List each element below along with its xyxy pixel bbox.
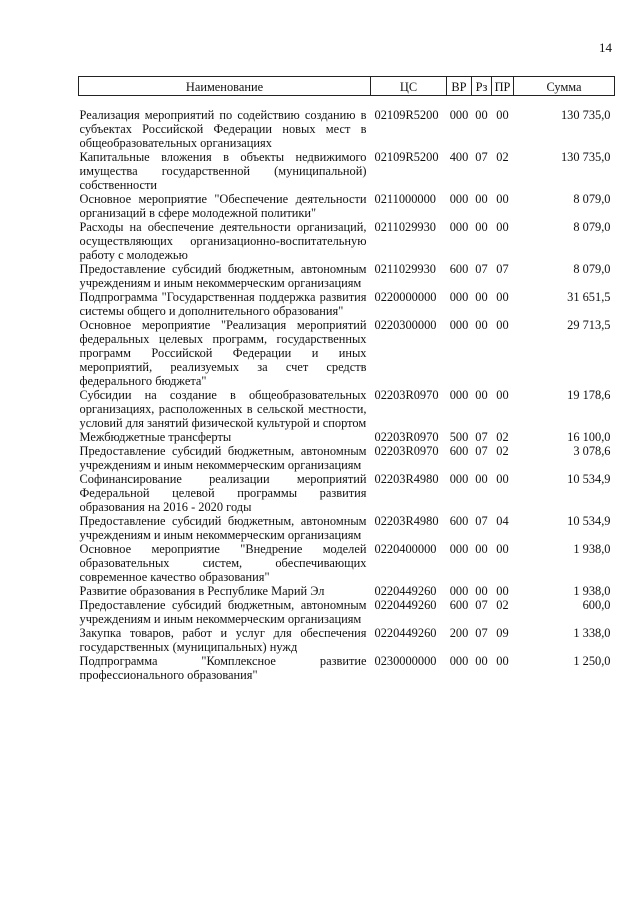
cell-sum: 1 250,0 [573,654,611,668]
cell-sum: 10 534,9 [567,514,611,528]
table-row [79,192,615,220]
cell-sum: 8 079,0 [573,262,611,276]
cell-cs: 0220449260 [374,598,437,612]
cell-rz: 07 [475,150,488,164]
cell-sum: 130 735,0 [560,108,611,122]
cell-cs: 0220000000 [374,290,437,304]
cell-cs: 02203R0970 [374,444,439,458]
cell-pr: 00 [496,108,509,122]
table-row [79,150,615,192]
cell-cs: 02203R0970 [374,430,439,444]
cell-vr: 600 [449,598,469,612]
cell-sum: 16 100,0 [567,430,611,444]
cell-vr: 500 [449,430,469,444]
cell-vr: 000 [449,318,469,332]
column-header-cs: ЦС [371,77,447,96]
cell-name: Межбюджетные трансферты [79,430,232,444]
cell-sum: 8 079,0 [573,192,611,206]
cell-rz: 07 [475,626,488,640]
table-row [79,584,615,598]
cell-rz: 07 [475,262,488,276]
cell-pr: 00 [496,654,509,668]
cell-pr: 02 [496,598,509,612]
cell-sum: 3 078,6 [573,444,611,458]
cell-cs: 0220400000 [374,542,437,556]
table-row [79,444,615,472]
budget-table [78,76,615,682]
table-row [79,654,615,682]
cell-pr: 02 [496,150,509,164]
cell-cs: 02203R4980 [374,514,439,528]
cell-sum: 8 079,0 [573,220,611,234]
table-header-row [79,77,615,96]
cell-vr: 000 [449,290,469,304]
cell-rz: 00 [475,220,488,234]
cell-name: Предоставление субсидий бюджетным, автономным учреждениям и иным некоммерческим организациям [79,444,367,472]
table-row [79,514,615,542]
cell-pr: 00 [496,472,509,486]
cell-name: Развитие образования в Республике Марий Эл [79,584,325,598]
cell-vr: 000 [449,472,469,486]
cell-sum: 1 938,0 [573,584,611,598]
cell-vr: 400 [449,150,469,164]
cell-pr: 00 [496,318,509,332]
table-row [79,626,615,654]
cell-sum: 1 338,0 [573,626,611,640]
cell-pr: 07 [496,262,509,276]
cell-rz: 00 [475,542,488,556]
table-row [79,598,615,626]
page-number: 14 [599,40,612,55]
cell-cs: 02109R5200 [374,108,439,122]
cell-pr: 00 [496,542,509,556]
table-row [79,290,615,318]
cell-cs: 0220300000 [374,318,437,332]
table-row [79,430,615,444]
cell-sum: 19 178,6 [567,388,611,402]
cell-rz: 00 [475,290,488,304]
cell-pr: 00 [496,290,509,304]
cell-pr: 00 [496,220,509,234]
cell-rz: 07 [475,444,488,458]
cell-name: Реализация мероприятий по содействию созданию в субъектах Российской Федерации новых мест в общеобразовательных организациях [79,108,367,150]
cell-rz: 00 [475,192,488,206]
column-header-vr: ВР [447,77,472,96]
cell-name: Предоставление субсидий бюджетным, автономным учреждениям и иным некоммерческим организациям [79,514,367,542]
column-header-sum: Сумма [514,77,615,96]
table-row [79,472,615,514]
cell-vr: 600 [449,444,469,458]
cell-pr: 00 [496,192,509,206]
cell-pr: 00 [496,388,509,402]
cell-rz: 07 [475,514,488,528]
cell-vr: 600 [449,514,469,528]
cell-name: Подпрограмма "Комплексное развитие профессионального образования" [79,654,367,682]
cell-vr: 000 [449,192,469,206]
cell-cs: 0211029930 [374,220,436,234]
cell-sum: 130 735,0 [560,150,611,164]
cell-name: Подпрограмма "Государственная поддержка развития системы общего и дополнительного образования" [79,290,367,318]
cell-rz: 00 [475,584,488,598]
cell-pr: 09 [496,626,509,640]
cell-sum: 31 651,5 [567,290,611,304]
cell-rz: 00 [475,472,488,486]
cell-pr: 04 [496,514,509,528]
table-row [79,96,615,151]
table-body [79,96,615,683]
cell-pr: 02 [496,430,509,444]
cell-rz: 07 [475,598,488,612]
cell-sum: 1 938,0 [573,542,611,556]
cell-name: Расходы на обеспечение деятельности организаций, осуществляющих организационно-воспитательную работу с молодежью [79,220,367,262]
cell-name: Предоставление субсидий бюджетным, автономным учреждениям и иным некоммерческим организациям [79,262,367,290]
cell-name: Основное мероприятие "Внедрение моделей образовательных систем, обеспечивающих современное качество образования" [79,542,367,584]
table-row [79,318,615,388]
table-row [79,262,615,290]
cell-rz: 07 [475,430,488,444]
cell-sum: 600,0 [582,598,611,612]
cell-rz: 00 [475,654,488,668]
cell-vr: 000 [449,584,469,598]
cell-vr: 000 [449,108,469,122]
cell-cs: 02203R0970 [374,388,439,402]
cell-rz: 00 [475,108,488,122]
cell-cs: 02109R5200 [374,150,439,164]
cell-name: Закупка товаров, работ и услуг для обеспечения государственных (муниципальных) нужд [79,626,367,654]
cell-name: Капитальные вложения в объекты недвижимого имущества государственной (муниципальной) собственности [79,150,367,192]
cell-vr: 600 [449,262,469,276]
cell-name: Софинансирование реализации мероприятий Федеральной целевой программы развития образования на 2016 - 2020 годы [79,472,367,514]
cell-sum: 10 534,9 [567,472,611,486]
cell-vr: 000 [449,220,469,234]
cell-rz: 00 [475,388,488,402]
cell-cs: 0220449260 [374,626,437,640]
cell-vr: 000 [449,654,469,668]
cell-pr: 00 [496,584,509,598]
cell-cs: 0211029930 [374,262,436,276]
cell-cs: 0230000000 [374,654,437,668]
cell-sum: 29 713,5 [567,318,611,332]
table-row [79,220,615,262]
cell-vr: 000 [449,388,469,402]
cell-pr: 02 [496,444,509,458]
cell-name: Предоставление субсидий бюджетным, автономным учреждениям и иным некоммерческим организациям [79,598,367,626]
cell-rz: 00 [475,318,488,332]
cell-vr: 000 [449,542,469,556]
column-header-rz: Рз [472,77,492,96]
table-row [79,542,615,584]
cell-name: Основное мероприятие "Реализация мероприятий федеральных целевых программ, государственных программ Российской Федерации и иных мероприятий, реализуемых за счет средств федерального бюджета" [79,318,367,388]
cell-cs: 02203R4980 [374,472,439,486]
cell-name: Субсидии на создание в общеобразовательных организациях, расположенных в сельской местности, условий для занятий физической культурой и спортом [79,388,367,430]
cell-cs: 0211000000 [374,192,436,206]
cell-cs: 0220449260 [374,584,437,598]
table-row [79,388,615,430]
column-header-name: Наименование [79,77,371,96]
column-header-pr: ПР [492,77,514,96]
cell-name: Основное мероприятие "Обеспечение деятельности организаций в сфере молодежной политики" [79,192,367,220]
cell-vr: 200 [449,626,469,640]
